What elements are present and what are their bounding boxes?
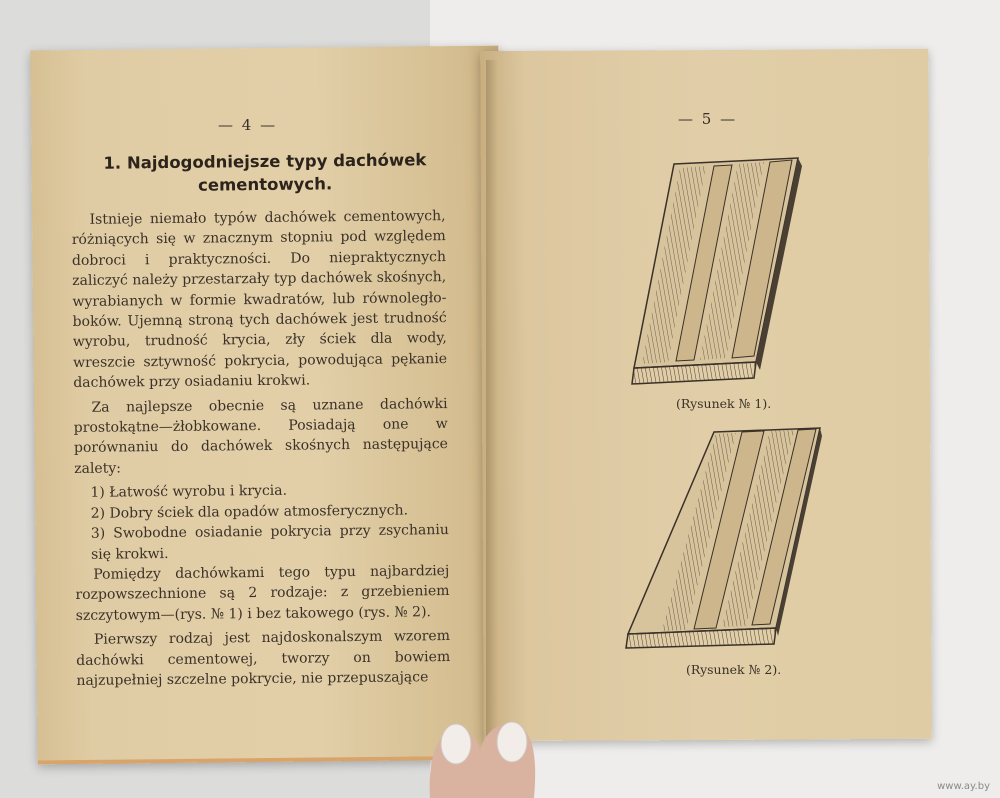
figure-caption-1: (Rysunek № 1). (676, 396, 772, 411)
left-page-body (71, 206, 450, 695)
paragraph: Pomiędzy dachówkami tego typu najbardziej rozpowszechnione są 2 rodzaje: z grzebieniem szczytowym—(rys. № 1) i bez takowego (rys. № 2). (75, 562, 450, 624)
paragraph: Pierwszy rodzaj jest najdoskonalszym wzorem dachówki cementowej, tworzy on bowiem najzupełniej szczelne pokrycie, nie przepuszające (76, 628, 451, 689)
page-number-left: — 4 — (218, 116, 278, 134)
hand-holding-booklet (420, 708, 550, 798)
list-item: 1) Łatwość wyrobu i krycia. (90, 483, 288, 502)
list-item: 2) Dobry ściek dla opadów atmosferycznych. (90, 502, 409, 522)
figure-caption-2: (Rysunek № 2). (686, 662, 782, 677)
list-item: 3) Swobodne osiadanie pokrycia przy zsychaniu się krokwi. (90, 522, 449, 563)
book-fold-shadow (486, 60, 498, 750)
page-number-right: — 5 — (678, 110, 738, 128)
paragraph: Istnieje niemało typów dachówek cementowych, różniących się w znacznym stopniu pod względem dobroci i praktyczności. Do niepraktycznych zaliczyć należy przestarzały typ dachówek skośnych, wyrabianych w formie kwadratów, lub równoległo-boków. Ujemną stroną tych dachówek jest trudność wyrobu, trudność krycia, zły ściek dla wody, wreszcie sztywność pokrycia, powodująca pękanie dachówek przy osiadaniu krokwi. (71, 208, 448, 392)
section-heading: 1. Najdogodniejsze typy dachówek cementowych. (103, 150, 427, 195)
tile-illustration-1 (628, 156, 804, 386)
tile-illustration-2 (624, 424, 824, 650)
watermark: www.ay.by (937, 781, 990, 792)
paragraph: Za najlepsze obecnie są uznane dachówki prostokątne—żłobkowane. Posiadają one w porównaniu do dachówek skośnych następujące zalety: (73, 395, 449, 477)
